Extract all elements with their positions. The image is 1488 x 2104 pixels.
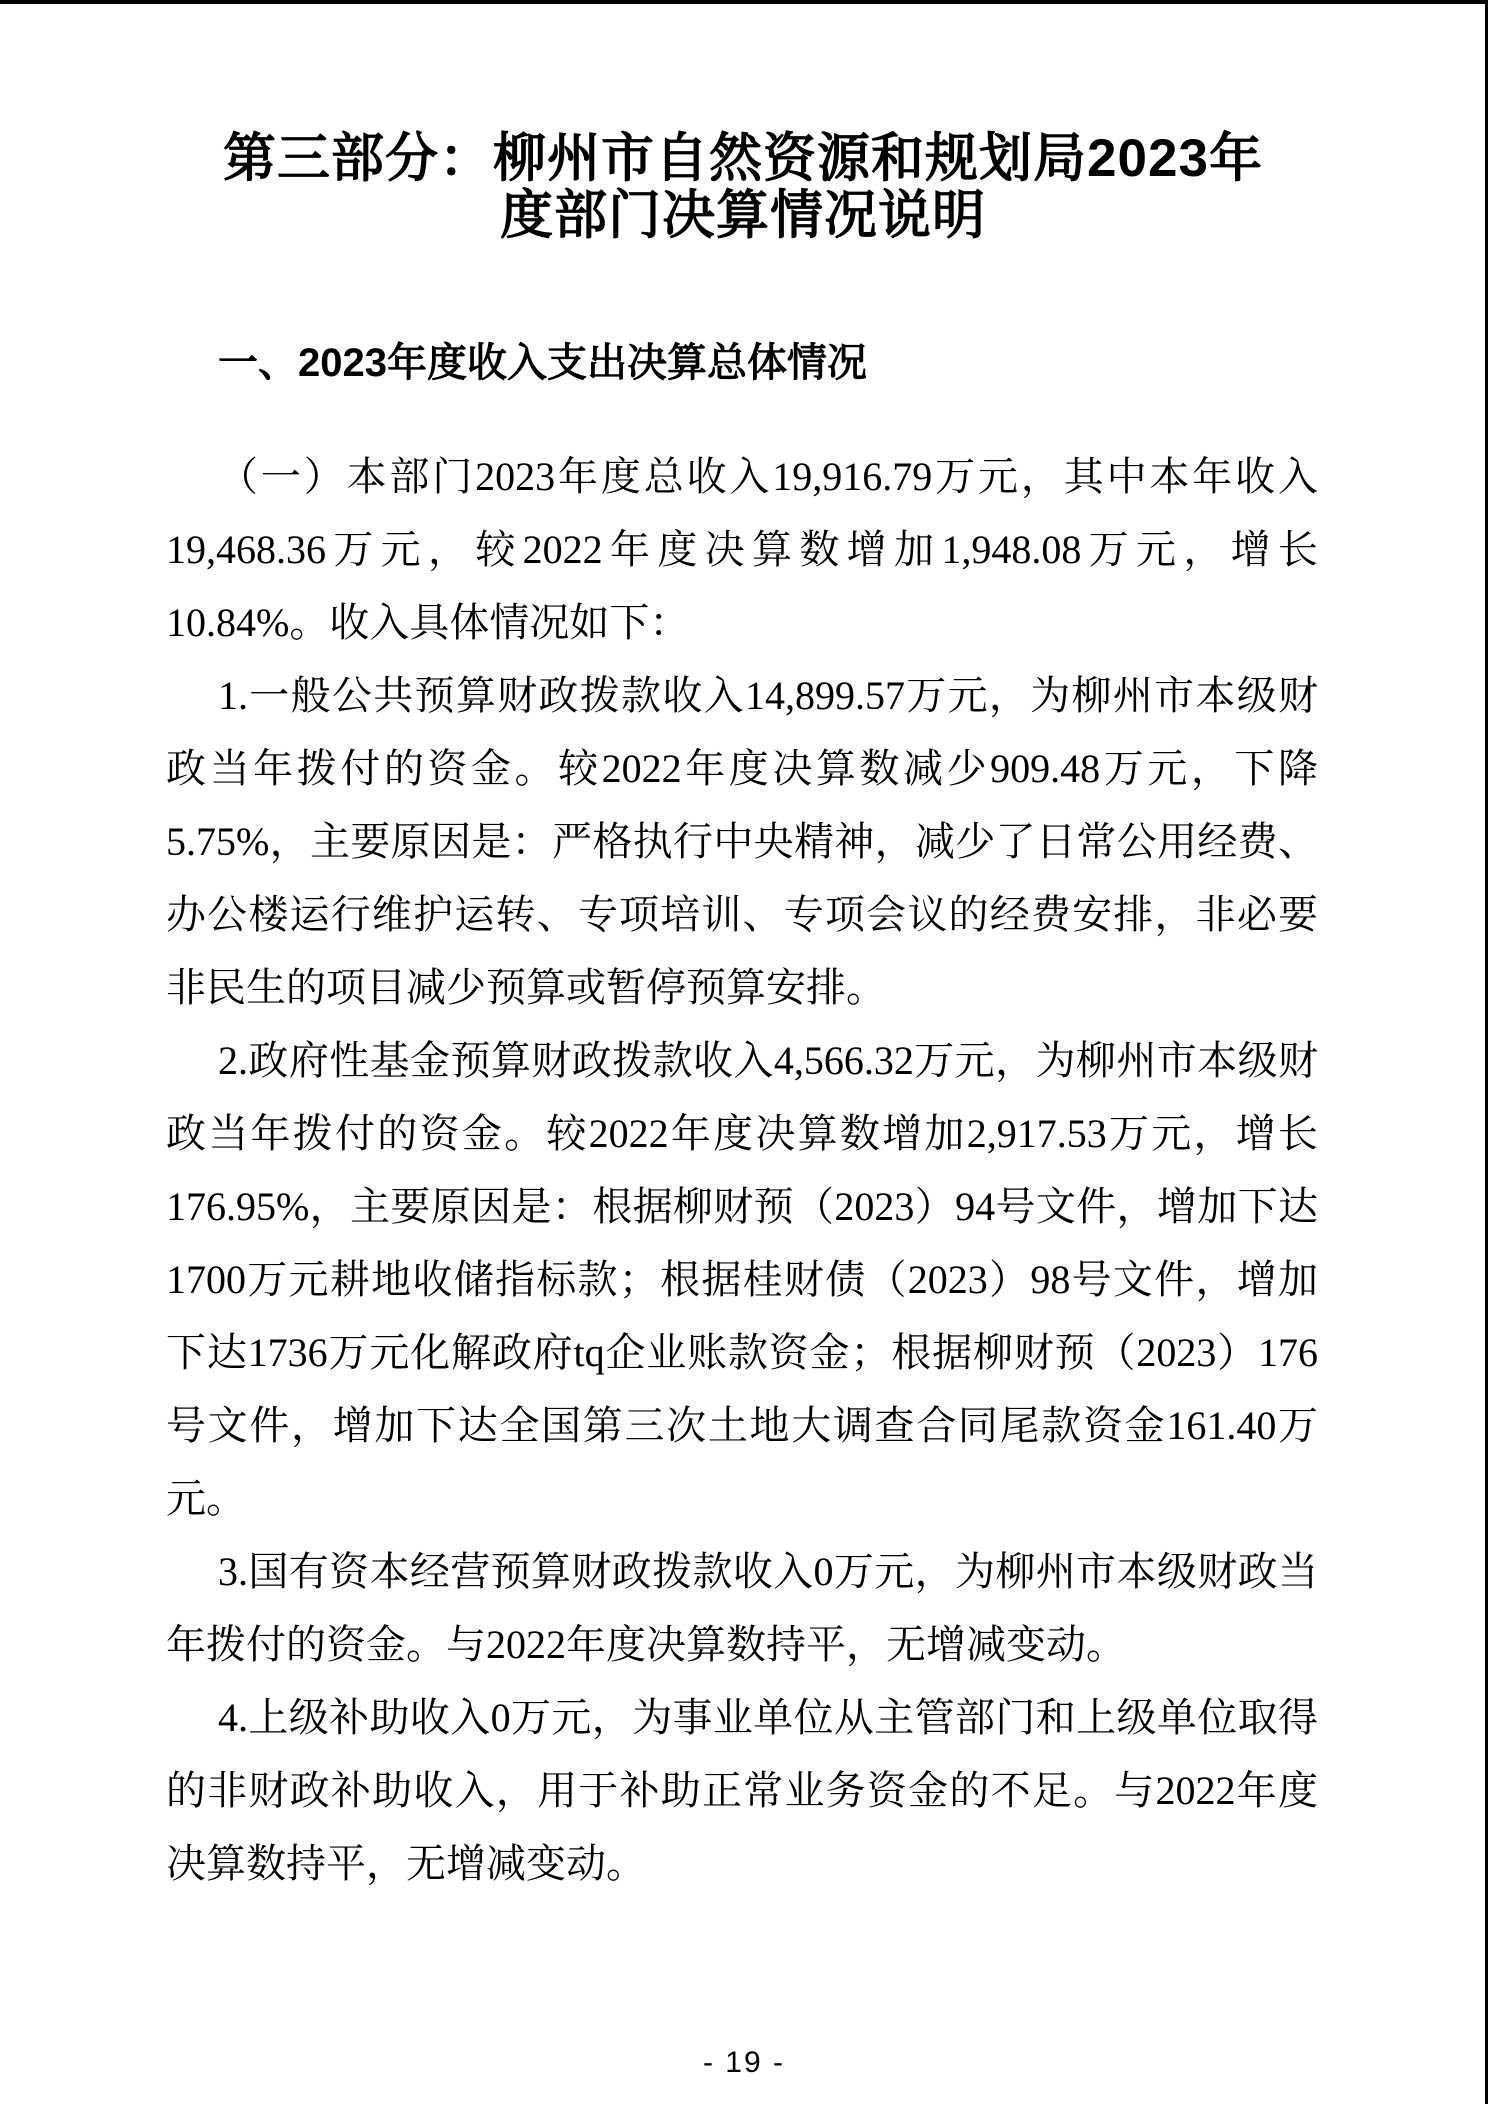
document-title-line2: 度部门决算情况说明 [500, 186, 986, 245]
section-heading: 一、2023年度收入支出决算总体情况 [218, 341, 867, 385]
scan-artifact-top-bar [0, 0, 1488, 4]
body-paragraph: 3.国有资本经营预算财政拨款收入0万元，为柳州市本级财政当年拨付的资金。与2022年度决算数持平，无增减变动。 [166, 1549, 1318, 1667]
body-paragraph: 2.政府性基金预算财政拨款收入4,566.32万元，为柳州市本级财政当年拨付的资金。较2022年度决算数增加2,917.53万元，增长176.95%，主要原因是：根据柳财预（2023）94号文件，增加下达1700万元耕地收储指标款；根据桂财债（2023）98号文件，增加下达1736万元化解政府tq企业账款资金；根据柳财预（2023）176号文件，增加下达全国第三次土地大调查合同尾款资金161.40万元。 [166, 1038, 1318, 1521]
body-paragraph: 1.一般公共预算财政拨款收入14,899.57万元，为柳州市本级财政当年拨付的资金。较2022年度决算数减少909.48万元，下降5.75%，主要原因是：严格执行中央精神，减少了日常公用经费、办公楼运行维护运转、专项培训、专项会议的经费安排，非必要非民生的项目减少预算或暂停预算安排。 [166, 673, 1318, 1010]
page-number: - 19 - [702, 2046, 786, 2079]
body-paragraph: （一）本部门2023年度总收入19,916.79万元，其中本年收入19,468.36万元，较2022年度决算数增加1,948.08万元，增长10.84%。收入具体情况如下： [166, 454, 1318, 645]
body-paragraph: 4.上级补助收入0万元，为事业单位从主管部门和上级单位取得的非财政补助收入，用于补助正常业务资金的不足。与2022年度决算数持平，无增减变动。 [166, 1695, 1318, 1886]
document-title [166, 130, 1320, 244]
document-title-line1: 第三部分：柳州市自然资源和规划局2023年 [223, 129, 1263, 188]
body-text [166, 440, 1318, 1900]
